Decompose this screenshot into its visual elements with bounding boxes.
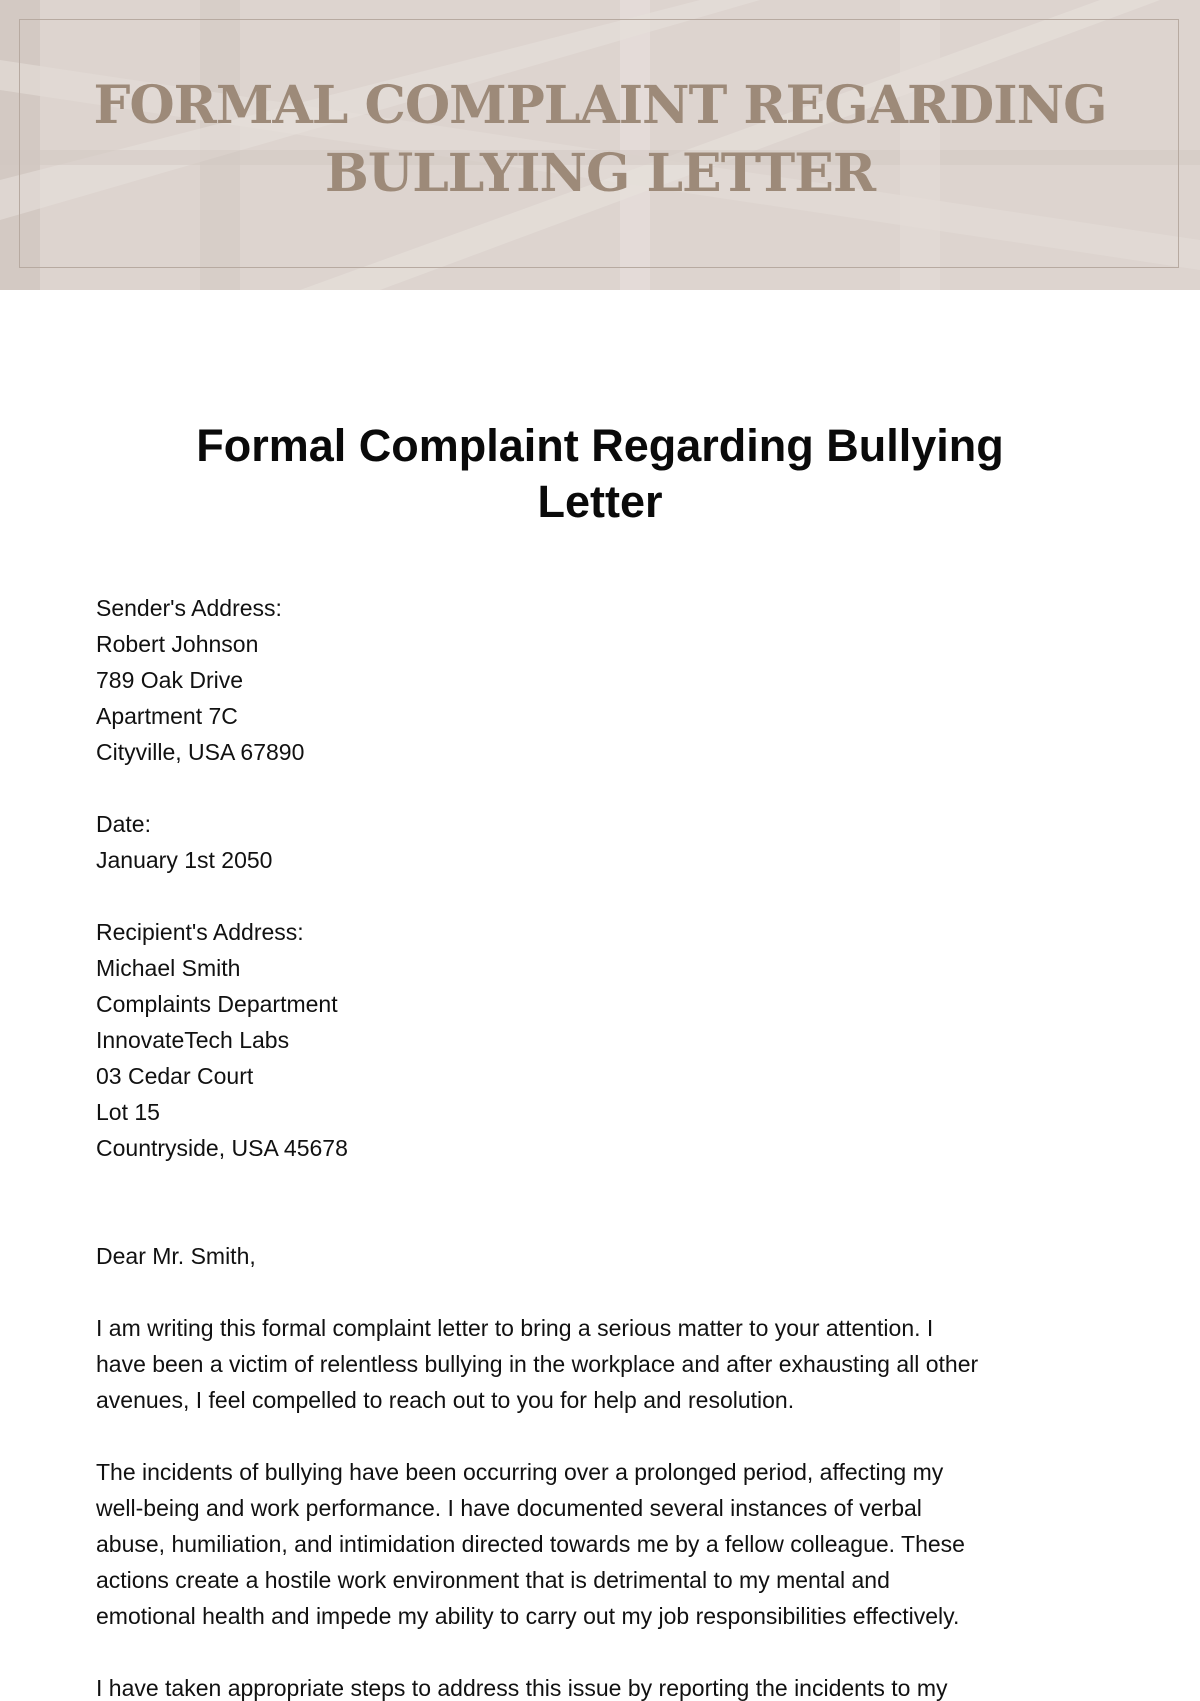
recipient-street: 03 Cedar Court [96,1063,254,1089]
document-title-line-1: Formal Complaint Regarding Bullying [196,420,1004,471]
paragraph-line: avenues, I feel compelled to reach out to you for help and resolution. [96,1387,795,1413]
date-label: Date: [96,811,151,837]
recipient-department: Complaints Department [96,991,338,1017]
recipient-city: Countryside, USA 45678 [96,1135,348,1161]
recipient-address-block [96,914,1096,1166]
body-paragraph-3 [96,1670,1096,1701]
paragraph-line: actions create a hostile work environment that is detrimental to my mental and [96,1567,890,1593]
body-paragraph-2 [96,1454,1096,1634]
banner-title [60,72,1140,208]
banner-title-line-1: FORMAL COMPLAINT REGARDING [93,75,1107,136]
paragraph-line: have been a victim of relentless bullying in the workplace and after exhausting all other [96,1351,979,1377]
recipient-lot: Lot 15 [96,1099,160,1125]
recipient-name: Michael Smith [96,955,241,981]
letter-body [96,590,1096,1701]
sender-name: Robert Johnson [96,631,259,657]
date-block [96,806,1096,878]
salutation: Dear Mr. Smith, [96,1243,256,1269]
paragraph-line: abuse, humiliation, and intimidation directed towards me by a fellow colleague. These [96,1531,965,1557]
body-paragraph-1 [96,1310,1096,1418]
recipient-label: Recipient's Address: [96,919,304,945]
header-banner [0,0,1200,290]
paragraph-line: emotional health and impede my ability to carry out my job responsibilities effectively. [96,1603,960,1629]
sender-address-block [96,590,1096,770]
paragraph-line: well-being and work performance. I have documented several instances of verbal [96,1495,922,1521]
paragraph-line: I am writing this formal complaint letter to bring a serious matter to your attention. I [96,1315,934,1341]
paragraph-line: I have taken appropriate steps to address this issue by reporting the incidents to my [96,1675,948,1701]
recipient-company: InnovateTech Labs [96,1027,290,1053]
document-title-line-2: Letter [537,476,663,527]
date-value: January 1st 2050 [96,847,273,873]
sender-street: 789 Oak Drive [96,667,244,693]
document-title [100,418,1100,530]
sender-city: Cityville, USA 67890 [96,739,305,765]
sender-unit: Apartment 7C [96,703,238,729]
paragraph-line: The incidents of bullying have been occurring over a prolonged period, affecting my [96,1459,944,1485]
banner-title-line-2: BULLYING LETTER [324,143,876,204]
sender-label: Sender's Address: [96,595,282,621]
